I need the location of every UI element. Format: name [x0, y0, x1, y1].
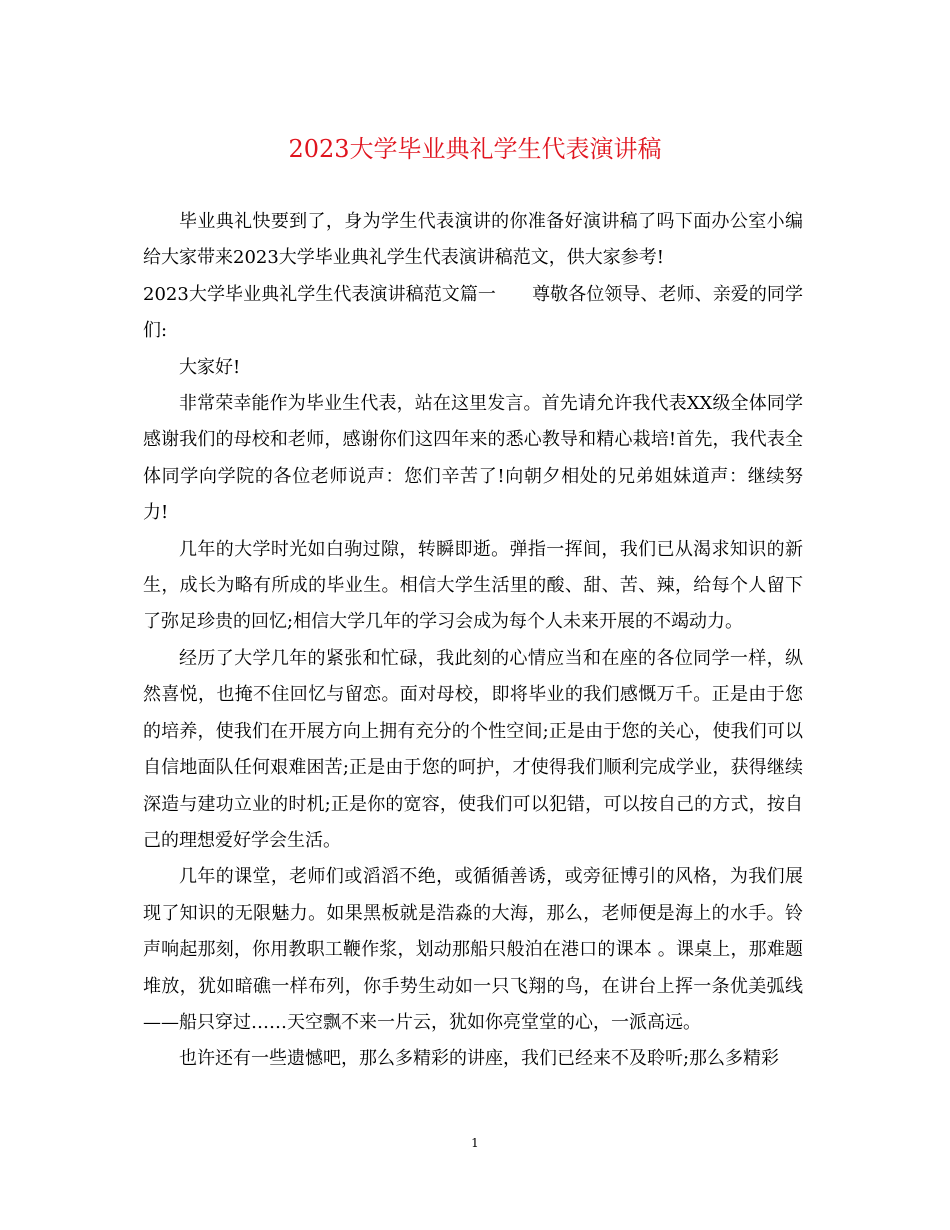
section-line: [143, 277, 803, 350]
body-paragraph-2: 几年的大学时光如白驹过隙，转瞬即逝。弹指一挥间，我们已从渴求知识的新生，成长为略有所成的毕业生。相信大学生活里的酸、甜、苦、辣，给每个人留下了弥足珍贵的回忆;相信大学几年的学习会成为每个人未来开展的不竭动力。: [143, 538, 803, 633]
body-paragraph-3: 经历了大学几年的紧张和忙碌，我此刻的心情应当和在座的各位同学一样，纵然喜悦，也掩不住回忆与留恋。面对母校，即将毕业的我们感慨万千。正是由于您的培养，使我们在开展方向上拥有充分的个性空间;正是由于您的关心，使我们可以自信地面队任何艰难困苦;正是由于您的呵护，才使得我们顺利完成学业，获得继续深造与建功立业的时机;正是你的宽容，使我们可以犯错，可以按自己的方式，按自己的理想爱好学会生活。: [143, 647, 803, 851]
page-title: 2023大学毕业典礼学生代表演讲稿: [288, 135, 662, 163]
body-paragraph-4: 几年的课堂，老师们或滔滔不绝，或循循善诱，或旁征博引的风格，为我们展现了知识的无限魅力。如果黑板就是浩淼的大海，那么，老师便是海上的水手。铃声响起那刻，你用教职工鞭作浆，划动那船只般泊在港口的课本 。课桌上，那难题堆放，犹如暗礁一样布列，你手势生动如一只飞翔的鸟，在讲台上挥一条优美弧线——船只穿过……天空飘不来一片云，犹如你亮堂堂的心，一派高远。: [143, 866, 803, 1033]
intro-paragraph: 毕业典礼快要到了，身为学生代表演讲的你准备好演讲稿了吗下面办公室小编给大家带来2023大学毕业典礼学生代表演讲稿范文，供大家参考!: [143, 211, 803, 269]
greeting: 大家好!: [179, 356, 241, 378]
body-paragraph-5: 也许还有一些遗憾吧，那么多精彩的讲座，我们已经来不及聆听;那么多精彩: [179, 1048, 780, 1070]
page-number: 1: [471, 1136, 479, 1150]
body-paragraph-1: 非常荣幸能作为毕业生代表，站在这里发言。首先请允许我代表XX级全体同学感谢我们的母校和老师，感谢你们这四年来的悉心教导和精心栽培!首先，我代表全体同学向学院的各位老师说声：您们辛苦了!向朝夕相处的兄弟姐妹道声：继续努力!: [143, 393, 803, 524]
salutation: 尊敬各位领导、老师、亲爱的同学们:: [143, 283, 803, 342]
document-body: [143, 204, 803, 1078]
section-heading: 2023大学毕业典礼学生代表演讲稿范文篇一: [143, 283, 496, 305]
